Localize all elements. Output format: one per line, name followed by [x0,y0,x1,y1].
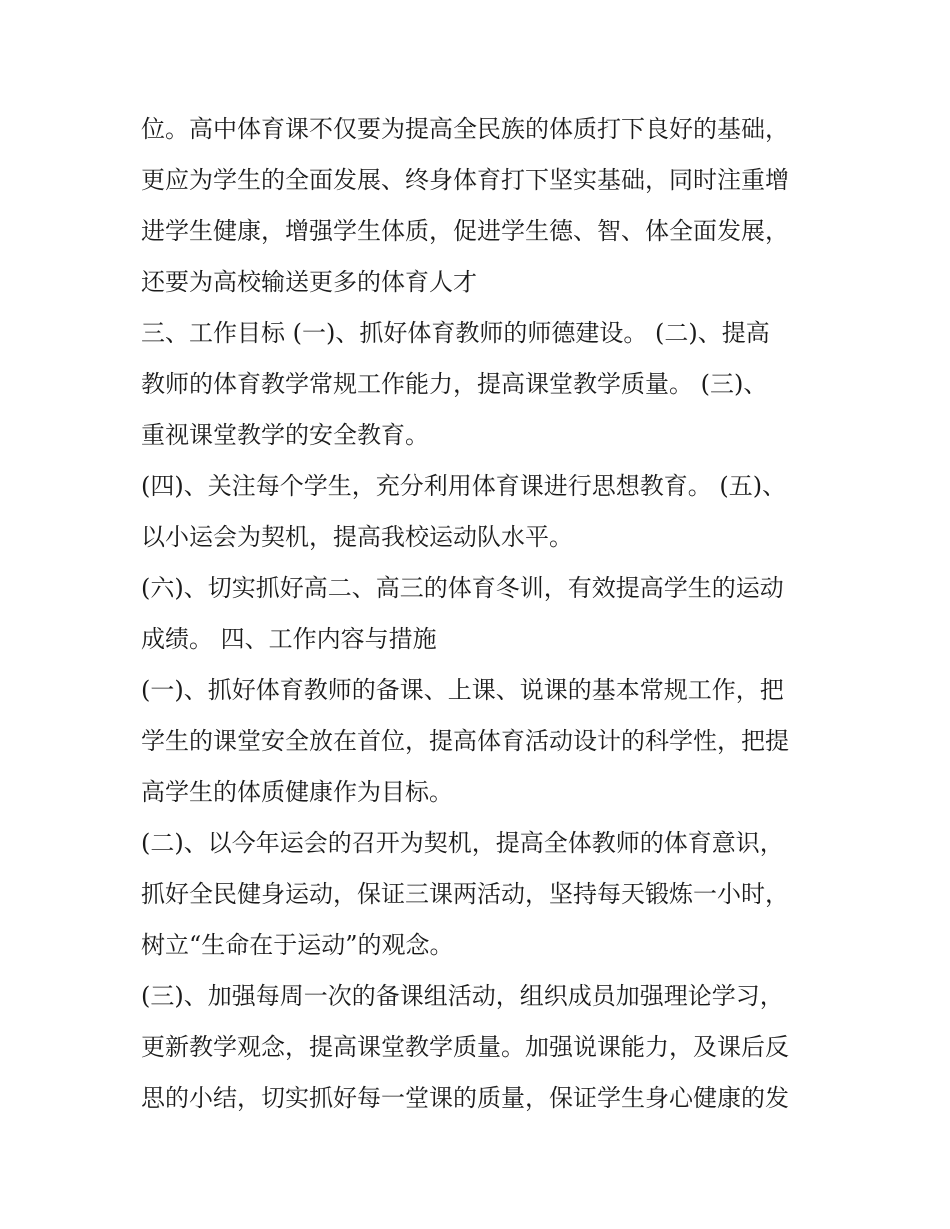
text-line: (六)、切实抓好高二、高三的体育冬训，有效提高学生的运动 [141,574,784,602]
text-line: 更新教学观念，提高课堂教学质量。加强说课能力，及课后反 [141,1033,789,1061]
text-line: 还要为高校输送更多的体育人才 [141,268,477,296]
text-line: 重视课堂教学的安全教育。 [141,421,429,449]
text-line: (三)、加强每周一次的备课组活动，组织成员加强理论学习， [141,982,784,1010]
text-line: (一)、抓好体育教师的备课、上课、说课的基本常规工作，把 [141,676,784,704]
text-line: 抓好全民健身运动，保证三课两活动，坚持每天锻炼一小时， [141,880,789,908]
text-line: 思的小结，切实抓好每一堂课的质量，保证学生身心健康的发 [141,1084,789,1112]
text-line: 高学生的体质健康作为目标。 [141,778,453,806]
text-line: 进学生健康，增强学生体质，促进学生德、智、体全面发展， [141,217,789,245]
section-heading-line: 成绩。 四、工作内容与措施 [141,625,437,653]
text-line: 教师的体育教学常规工作能力，提高课堂教学质量。 (三)、 [141,370,768,398]
text-line: (四)、关注每个学生，充分利用体育课进行思想教育。 (五)、 [141,472,787,500]
text-line: 更应为学生的全面发展、终身体育打下坚实基础，同时注重增 [141,166,789,194]
text-line: 学生的课堂安全放在首位，提高体育活动设计的科学性，把提 [141,727,789,755]
text-line: 树立“生命在于运动”的观念。 [141,931,454,959]
text-line: 位。高中体育课不仅要为提高全民族的体质打下良好的基础， [141,115,789,143]
text-line: (二)、以今年运会的召开为契机，提高全体教师的体育意识， [141,829,784,857]
text-line: 以小运会为契机，提高我校运动队水平。 [141,523,573,551]
section-heading-line: 三、工作目标 (一)、抓好体育教师的师德建设。 (二)、提高 [141,319,770,347]
document-body [141,104,821,1124]
